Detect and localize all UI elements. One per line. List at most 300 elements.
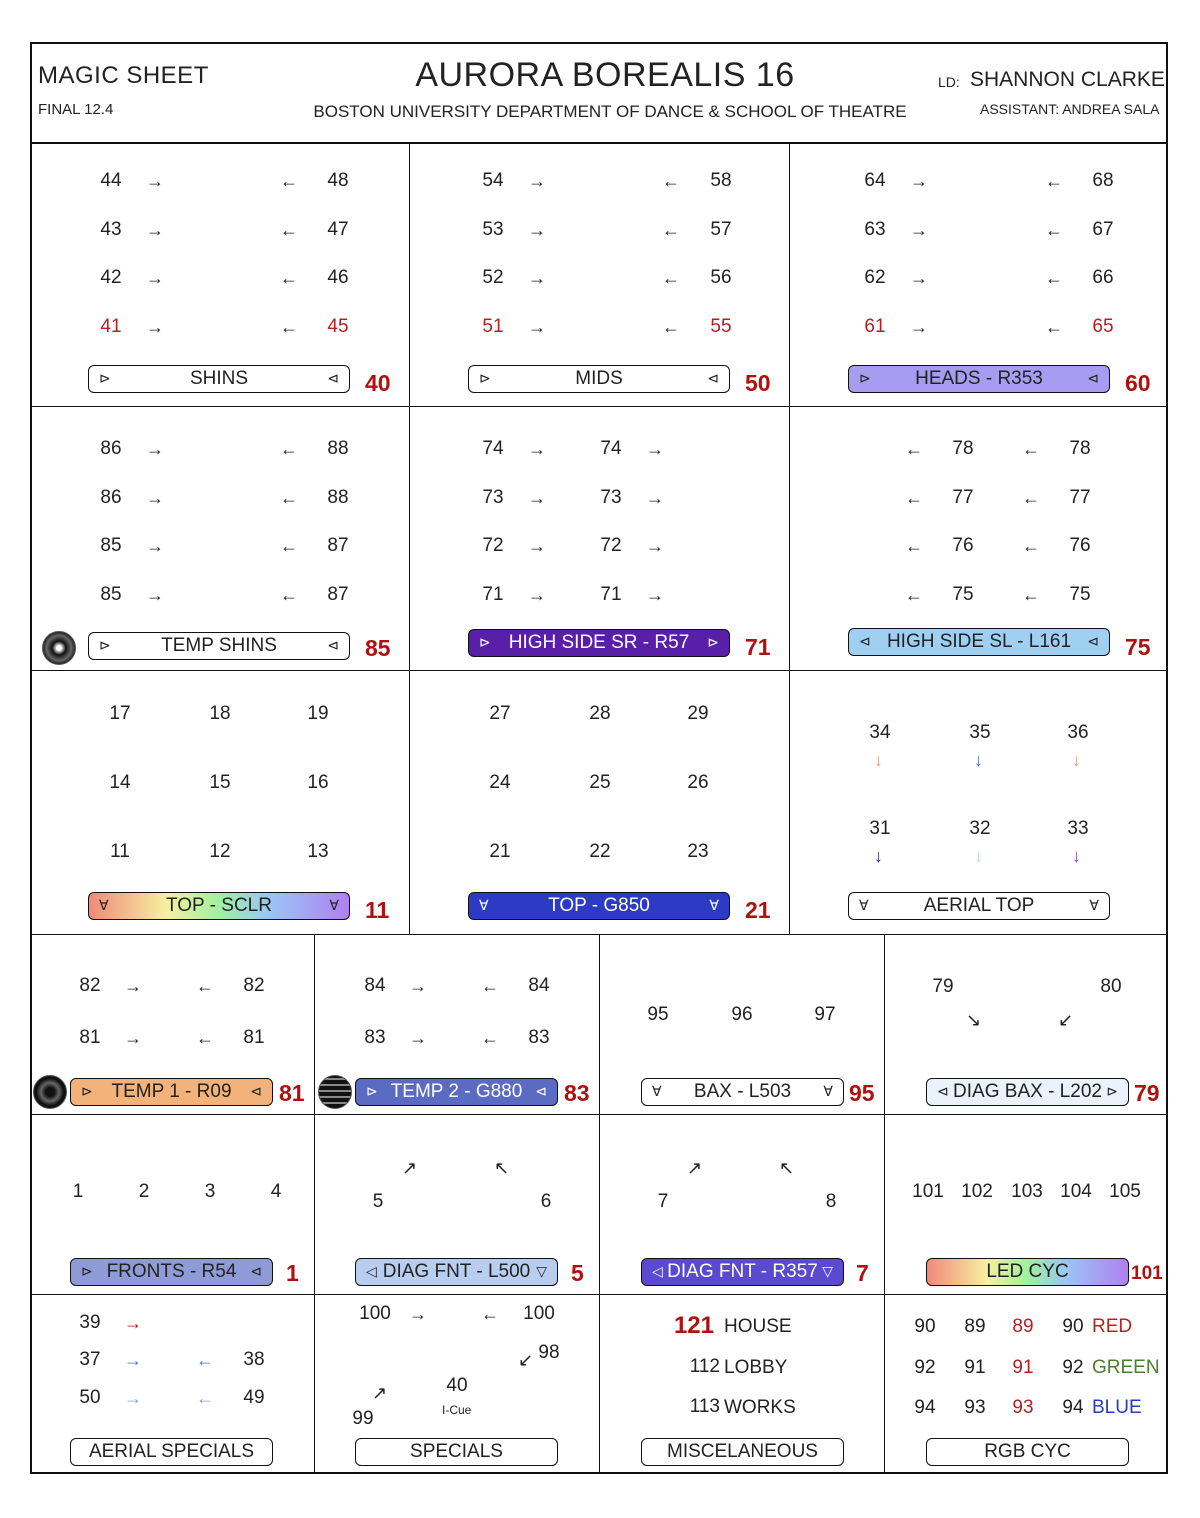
focus-glyph-icon: ⊳ xyxy=(81,1263,93,1279)
channel-number[interactable]: 48 xyxy=(327,170,349,191)
channel-number[interactable]: 36 xyxy=(1067,722,1089,743)
channel-number[interactable]: 2 xyxy=(138,1181,150,1202)
focus-glyph-icon: ⊳ xyxy=(366,1083,378,1099)
focus-glyph-icon: ⊳ xyxy=(479,370,491,386)
channel-number[interactable]: 74 xyxy=(600,438,622,459)
channel-number[interactable]: 75 xyxy=(1069,584,1091,605)
channel-number[interactable]: 25 xyxy=(589,772,611,793)
arrow-icon: ← xyxy=(905,585,923,605)
arrow-icon: ← xyxy=(280,220,298,240)
focus-glyph-icon: ⊳ xyxy=(479,634,491,650)
channel-number[interactable]: 103 xyxy=(1011,1181,1043,1202)
channel-number[interactable]: 29 xyxy=(687,703,709,724)
arrow-icon: ← xyxy=(280,585,298,605)
arrow-icon: → xyxy=(528,220,546,240)
ld-name: SHANNON CLARKE xyxy=(970,68,1165,91)
group-label[interactable] xyxy=(70,1258,273,1286)
channel-number[interactable]: 51 xyxy=(482,316,504,337)
channel-number[interactable]: 101 xyxy=(912,1181,944,1202)
channel-number[interactable]: 14 xyxy=(109,772,131,793)
arrow-icon: ← xyxy=(280,268,298,288)
channel-number[interactable]: 17 xyxy=(109,703,131,724)
arrow-icon: → xyxy=(409,976,427,996)
channel-number[interactable]: 4 xyxy=(270,1181,282,1202)
channel-number[interactable]: 44 xyxy=(100,170,122,191)
channel-number[interactable]: 8 xyxy=(825,1191,837,1212)
group-channel[interactable]: 11 xyxy=(365,897,390,923)
arrow-icon: ← xyxy=(1045,220,1063,240)
icue-label: I-Cue xyxy=(442,1403,472,1417)
group-label[interactable] xyxy=(641,1438,844,1466)
channel-number[interactable]: 100 xyxy=(359,1303,391,1324)
group-label-text: TOP - G850 xyxy=(548,895,650,916)
channel-number[interactable]: 72 xyxy=(482,535,504,556)
focus-glyph-icon: ⊲ xyxy=(1087,370,1099,386)
misc-name: WORKS xyxy=(724,1397,796,1418)
channel-number[interactable]: 104 xyxy=(1060,1181,1092,1202)
arrow-icon: ↗ xyxy=(372,1383,388,1403)
down-arrow-icon: ↓ xyxy=(874,846,883,866)
focus-glyph-icon: ⊲ xyxy=(327,370,339,386)
group-label-text: MIDS xyxy=(575,368,623,389)
group-label[interactable] xyxy=(88,365,350,393)
channel-number[interactable]: 94 xyxy=(914,1397,936,1418)
channel-number[interactable]: 82 xyxy=(243,975,265,996)
arrow-icon: ↙ xyxy=(1058,1010,1074,1030)
group-label[interactable] xyxy=(355,1438,558,1466)
arrow-icon: → xyxy=(146,488,164,508)
channel-number[interactable]: 37 xyxy=(79,1349,101,1370)
channel-number[interactable]: 83 xyxy=(364,1027,386,1048)
group-channel[interactable]: 7 xyxy=(856,1260,869,1286)
group-label-text: DIAG FNT - L500 xyxy=(382,1261,531,1282)
group-label-text: SPECIALS xyxy=(410,1441,503,1462)
group-label-text: BAX - L503 xyxy=(693,1081,792,1102)
arrow-icon: ← xyxy=(481,1304,499,1324)
arrow-icon: → xyxy=(146,439,164,459)
col-divider xyxy=(409,143,410,934)
group-channel[interactable]: 95 xyxy=(849,1080,875,1106)
misc-number[interactable]: 121 xyxy=(673,1312,714,1339)
gobo-icon xyxy=(42,631,76,665)
group-label-text: MISCELANEOUS xyxy=(667,1441,818,1462)
row-divider xyxy=(30,670,1168,671)
channel-number[interactable]: 34 xyxy=(869,722,891,743)
channel-number[interactable]: 61 xyxy=(864,316,886,337)
arrow-icon: → xyxy=(528,488,546,508)
arrow-icon: → xyxy=(910,171,928,191)
col-divider xyxy=(314,934,315,1474)
arrow-icon: ← xyxy=(1045,268,1063,288)
channel-number[interactable]: 24 xyxy=(489,772,511,793)
focus-glyph-icon: ⊲ xyxy=(250,1263,262,1279)
group-label[interactable] xyxy=(468,892,730,920)
focus-glyph-icon: ⊲ xyxy=(707,370,719,386)
focus-glyph-icon: ⊲ xyxy=(859,633,871,649)
channel-number[interactable]: 73 xyxy=(482,487,504,508)
channel-number[interactable]: 52 xyxy=(482,267,504,288)
channel-number[interactable]: 85 xyxy=(100,535,122,556)
channel-number[interactable]: 63 xyxy=(864,219,886,240)
channel-number[interactable]: 65 xyxy=(1092,316,1114,337)
channel-number[interactable]: 96 xyxy=(731,1004,753,1025)
channel-number[interactable]: 102 xyxy=(961,1181,993,1202)
focus-glyph-icon: ∀ xyxy=(859,897,869,913)
group-label[interactable] xyxy=(641,1258,844,1286)
arrow-icon: → xyxy=(528,317,546,337)
channel-number[interactable]: 93 xyxy=(964,1397,986,1418)
group-channel[interactable]: 40 xyxy=(365,370,391,396)
channel-number[interactable]: 31 xyxy=(869,818,891,839)
gobo-icon xyxy=(318,1075,352,1109)
group-channel[interactable]: 75 xyxy=(1125,634,1151,660)
channel-number[interactable]: 81 xyxy=(243,1027,265,1048)
down-arrow-icon: ↓ xyxy=(1072,846,1081,866)
group-channel[interactable]: 21 xyxy=(745,897,771,923)
group-label[interactable] xyxy=(641,1078,844,1106)
channel-number[interactable]: 18 xyxy=(209,703,231,724)
col-divider xyxy=(884,934,885,1474)
rgb-color-name: GREEN xyxy=(1092,1357,1160,1378)
group-label-text: TEMP 1 - R09 xyxy=(111,1081,232,1102)
arrow-icon: → xyxy=(146,317,164,337)
focus-glyph-icon: ⊳ xyxy=(81,1083,93,1099)
arrow-icon: → xyxy=(910,268,928,288)
subtitle: BOSTON UNIVERSITY DEPARTMENT OF DANCE & SCHOOL OF THEATRE xyxy=(313,102,907,121)
focus-glyph-icon: ⊳ xyxy=(1106,1083,1118,1099)
arrow-icon: → xyxy=(646,439,664,459)
group-label-text: HIGH SIDE SR - R57 xyxy=(508,632,690,653)
channel-number[interactable]: 54 xyxy=(482,170,504,191)
channel-number[interactable]: 76 xyxy=(952,535,974,556)
group-channel[interactable]: 71 xyxy=(745,634,771,660)
group-label-text: TEMP SHINS xyxy=(161,635,277,656)
group-channel[interactable]: 1 xyxy=(286,1260,299,1286)
channel-number[interactable]: 89 xyxy=(1012,1316,1034,1337)
group-channel[interactable]: 83 xyxy=(564,1080,590,1106)
arrow-icon: → xyxy=(409,1304,427,1324)
group-label-text: TOP - SCLR xyxy=(166,895,272,916)
channel-number[interactable]: 91 xyxy=(1012,1357,1034,1378)
focus-glyph-icon: ▽ xyxy=(536,1263,547,1279)
down-arrow-icon: ↓ xyxy=(974,846,983,866)
channel-number[interactable]: 81 xyxy=(79,1027,101,1048)
channel-number[interactable]: 32 xyxy=(969,818,991,839)
channel-number[interactable]: 15 xyxy=(209,772,231,793)
channel-number[interactable]: 83 xyxy=(528,1027,550,1048)
group-label[interactable] xyxy=(88,632,350,660)
channel-number[interactable]: 93 xyxy=(1012,1397,1034,1418)
channel-number[interactable]: 26 xyxy=(687,772,709,793)
down-arrow-icon: ↓ xyxy=(1072,750,1081,770)
channel-number[interactable]: 55 xyxy=(710,316,732,337)
channel-number[interactable]: 89 xyxy=(964,1316,986,1337)
channel-number[interactable]: 71 xyxy=(600,584,622,605)
channel-number[interactable]: 87 xyxy=(327,535,349,556)
sheet-type: MAGIC SHEET xyxy=(38,62,209,89)
channel-number[interactable]: 84 xyxy=(528,975,550,996)
channel-number[interactable]: 97 xyxy=(814,1004,836,1025)
arrow-icon: ← xyxy=(280,171,298,191)
channel-number[interactable]: 92 xyxy=(914,1357,936,1378)
arrow-icon: ← xyxy=(280,317,298,337)
arrow-icon: ↗ xyxy=(687,1158,703,1178)
group-label[interactable] xyxy=(355,1078,558,1106)
col-divider xyxy=(789,143,790,934)
arrow-icon: → xyxy=(146,171,164,191)
channel-number[interactable]: 43 xyxy=(100,219,122,240)
channel-number[interactable]: 53 xyxy=(482,219,504,240)
channel-number[interactable]: 87 xyxy=(327,584,349,605)
col-divider xyxy=(599,934,600,1474)
channel-number[interactable]: 16 xyxy=(307,772,329,793)
misc-number[interactable]: 112 xyxy=(689,1356,720,1377)
focus-glyph-icon: ∀ xyxy=(329,897,339,913)
channel-number[interactable]: 73 xyxy=(600,487,622,508)
channel-number[interactable]: 68 xyxy=(1092,170,1114,191)
channel-number[interactable]: 57 xyxy=(710,219,732,240)
group-label[interactable] xyxy=(848,365,1110,393)
channel-number[interactable]: 77 xyxy=(952,487,974,508)
group-label[interactable] xyxy=(926,1258,1129,1286)
group-channel[interactable]: 5 xyxy=(571,1260,584,1286)
group-label-text: RGB CYC xyxy=(984,1441,1071,1462)
arrow-icon: → xyxy=(124,976,142,996)
channel-number[interactable]: 67 xyxy=(1092,219,1114,240)
row-divider xyxy=(30,406,1168,407)
channel-number[interactable]: 66 xyxy=(1092,267,1114,288)
group-label[interactable] xyxy=(926,1078,1129,1106)
channel-number[interactable]: 78 xyxy=(952,438,974,459)
arrow-icon: → xyxy=(528,268,546,288)
group-label[interactable] xyxy=(848,892,1110,920)
arrow-icon: → xyxy=(910,317,928,337)
arrow-icon: ↙ xyxy=(518,1350,534,1370)
channel-number[interactable]: 21 xyxy=(489,841,511,862)
arrow-icon: → xyxy=(646,488,664,508)
arrow-icon: ← xyxy=(1045,171,1063,191)
show-title: AURORA BOREALIS 16 xyxy=(415,56,795,94)
group-channel[interactable]: 85 xyxy=(365,635,391,661)
arrow-icon: ← xyxy=(662,171,680,191)
channel-number[interactable]: 22 xyxy=(589,841,611,862)
group-channel[interactable]: 60 xyxy=(1125,370,1151,396)
arrow-icon: → xyxy=(124,1350,142,1370)
channel-number[interactable]: 12 xyxy=(209,841,231,862)
channel-number[interactable]: 82 xyxy=(79,975,101,996)
group-label[interactable] xyxy=(468,629,730,657)
channel-number[interactable]: 78 xyxy=(1069,438,1091,459)
channel-number[interactable]: 88 xyxy=(327,487,349,508)
group-label[interactable] xyxy=(88,892,350,920)
channel-number[interactable]: 71 xyxy=(482,584,504,605)
arrow-icon: ← xyxy=(196,1350,214,1370)
arrow-icon: → xyxy=(646,585,664,605)
down-arrow-icon: ↓ xyxy=(974,750,983,770)
focus-glyph-icon: ⊲ xyxy=(327,637,339,653)
channel-number[interactable]: 94 xyxy=(1062,1397,1084,1418)
arrow-icon: ← xyxy=(662,268,680,288)
arrow-icon: ↖ xyxy=(779,1158,795,1178)
arrow-icon: → xyxy=(528,585,546,605)
arrow-icon: → xyxy=(146,536,164,556)
channel-number[interactable]: 86 xyxy=(100,487,122,508)
channel-number[interactable]: 80 xyxy=(1100,976,1122,997)
arrow-icon: → xyxy=(124,1313,142,1333)
arrow-icon: → xyxy=(409,1028,427,1048)
channel-number[interactable]: 75 xyxy=(952,584,974,605)
channel-number[interactable]: 72 xyxy=(600,535,622,556)
arrow-icon: ← xyxy=(196,976,214,996)
channel-number[interactable]: 62 xyxy=(864,267,886,288)
group-label-text: LED CYC xyxy=(986,1261,1069,1282)
channel-number[interactable]: 50 xyxy=(79,1387,101,1408)
group-label[interactable] xyxy=(355,1258,558,1286)
arrow-icon: ← xyxy=(481,976,499,996)
channel-number[interactable]: 74 xyxy=(482,438,504,459)
arrow-icon: ← xyxy=(1022,536,1040,556)
channel-number[interactable]: 77 xyxy=(1069,487,1091,508)
focus-glyph-icon: ⊳ xyxy=(99,370,111,386)
channel-number[interactable]: 38 xyxy=(243,1349,265,1370)
channel-number[interactable]: 58 xyxy=(710,170,732,191)
channel-number[interactable]: 47 xyxy=(327,219,349,240)
group-channel[interactable]: 81 xyxy=(279,1080,305,1106)
arrow-icon: ← xyxy=(1022,439,1040,459)
channel-number[interactable]: 100 xyxy=(523,1303,555,1324)
arrow-icon: → xyxy=(646,536,664,556)
channel-number[interactable]: 98 xyxy=(538,1342,560,1363)
arrow-icon: → xyxy=(146,220,164,240)
channel-number[interactable]: 11 xyxy=(110,841,130,862)
misc-name: LOBBY xyxy=(724,1357,788,1378)
arrow-icon: → xyxy=(528,536,546,556)
group-label-text: HIGH SIDE SL - L161 xyxy=(886,631,1072,652)
channel-number[interactable]: 42 xyxy=(100,267,122,288)
channel-number[interactable]: 3 xyxy=(204,1181,216,1202)
arrow-icon: ← xyxy=(481,1028,499,1048)
group-label-text: AERIAL SPECIALS xyxy=(88,1441,255,1462)
channel-number[interactable]: 92 xyxy=(1062,1357,1084,1378)
channel-number[interactable]: 39 xyxy=(79,1312,101,1333)
channel-number[interactable]: 76 xyxy=(1069,535,1091,556)
channel-number[interactable]: 27 xyxy=(489,703,511,724)
focus-glyph-icon: ∀ xyxy=(479,897,489,913)
gobo-icon xyxy=(33,1075,67,1109)
arrow-icon: ← xyxy=(280,439,298,459)
group-label[interactable] xyxy=(70,1438,273,1466)
header-divider xyxy=(30,142,1168,144)
focus-glyph-icon: ∀ xyxy=(99,897,109,913)
channel-number[interactable]: 28 xyxy=(589,703,611,724)
channel-number[interactable]: 23 xyxy=(687,841,709,862)
group-label[interactable] xyxy=(926,1438,1129,1466)
arrow-icon: ← xyxy=(280,536,298,556)
group-label-text: TEMP 2 - G880 xyxy=(390,1081,523,1102)
focus-glyph-icon: ⊲ xyxy=(535,1083,547,1099)
channel-number[interactable]: 40 xyxy=(446,1375,468,1396)
arrow-icon: → xyxy=(528,439,546,459)
channel-number[interactable]: 7 xyxy=(657,1191,669,1212)
focus-glyph-icon: ⊲ xyxy=(1087,633,1099,649)
channel-number[interactable]: 19 xyxy=(307,703,329,724)
group-label-text: AERIAL TOP xyxy=(923,895,1035,916)
channel-number[interactable]: 84 xyxy=(364,975,386,996)
arrow-icon: → xyxy=(528,171,546,191)
group-channel[interactable]: 101 xyxy=(1131,1263,1163,1284)
assistant: ASSISTANT: ANDREA SALA xyxy=(980,101,1160,117)
focus-glyph-icon: ▽ xyxy=(822,1263,833,1279)
channel-number[interactable]: 86 xyxy=(100,438,122,459)
channel-number[interactable]: 64 xyxy=(864,170,886,191)
channel-number[interactable]: 46 xyxy=(327,267,349,288)
group-label[interactable] xyxy=(848,628,1110,656)
focus-glyph-icon: ⊳ xyxy=(707,634,719,650)
group-channel[interactable]: 50 xyxy=(745,370,771,396)
misc-number[interactable]: 113 xyxy=(689,1396,720,1417)
arrow-icon: ← xyxy=(905,488,923,508)
rgb-color-name: BLUE xyxy=(1092,1397,1142,1418)
channel-number[interactable]: 91 xyxy=(964,1357,986,1378)
channel-number[interactable]: 6 xyxy=(540,1191,552,1212)
focus-glyph-icon: ⊳ xyxy=(859,370,871,386)
channel-number[interactable]: 105 xyxy=(1109,1181,1141,1202)
group-label-text: DIAG FNT - R357 xyxy=(667,1261,818,1282)
channel-number[interactable]: 5 xyxy=(372,1191,384,1212)
arrow-icon: ↗ xyxy=(402,1158,418,1178)
channel-number[interactable]: 88 xyxy=(327,438,349,459)
group-label[interactable] xyxy=(70,1078,273,1106)
arrow-icon: ← xyxy=(196,1028,214,1048)
arrow-icon: → xyxy=(146,268,164,288)
channel-number[interactable]: 56 xyxy=(710,267,732,288)
arrow-icon: ← xyxy=(1022,488,1040,508)
group-label[interactable] xyxy=(468,365,730,393)
arrow-icon: ↘ xyxy=(966,1010,982,1030)
channel-number[interactable]: 90 xyxy=(1062,1316,1084,1337)
group-channel[interactable]: 79 xyxy=(1134,1080,1160,1106)
arrow-icon: → xyxy=(146,585,164,605)
arrow-icon: ← xyxy=(1045,317,1063,337)
channel-number[interactable]: 1 xyxy=(72,1181,84,1202)
arrow-icon: → xyxy=(124,1028,142,1048)
misc-name: HOUSE xyxy=(724,1316,792,1337)
channel-number[interactable]: 41 xyxy=(100,316,122,337)
channel-number[interactable]: 35 xyxy=(969,722,991,743)
channel-number[interactable]: 95 xyxy=(647,1004,669,1025)
version: FINAL 12.4 xyxy=(38,101,114,118)
focus-glyph-icon: ◁ xyxy=(652,1263,663,1279)
arrow-icon: → xyxy=(124,1388,142,1408)
ld-label: LD: xyxy=(938,74,960,90)
group-label-text: SHINS xyxy=(189,368,249,389)
channel-number[interactable]: 49 xyxy=(243,1387,265,1408)
channel-number[interactable]: 13 xyxy=(307,841,329,862)
focus-glyph-icon: ∀ xyxy=(709,897,719,913)
channel-number[interactable]: 33 xyxy=(1067,818,1089,839)
group-label-text: DIAG BAX - L202 xyxy=(953,1081,1102,1102)
channel-number[interactable]: 85 xyxy=(100,584,122,605)
arrow-icon: → xyxy=(910,220,928,240)
focus-glyph-icon: ⊲ xyxy=(250,1083,262,1099)
channel-number[interactable]: 99 xyxy=(352,1408,374,1429)
arrow-icon: ← xyxy=(196,1388,214,1408)
channel-number[interactable]: 90 xyxy=(914,1316,936,1337)
channel-number[interactable]: 79 xyxy=(932,976,954,997)
focus-glyph-icon: ∀ xyxy=(1089,897,1099,913)
channel-number[interactable]: 45 xyxy=(327,316,349,337)
arrow-icon: ← xyxy=(662,220,680,240)
